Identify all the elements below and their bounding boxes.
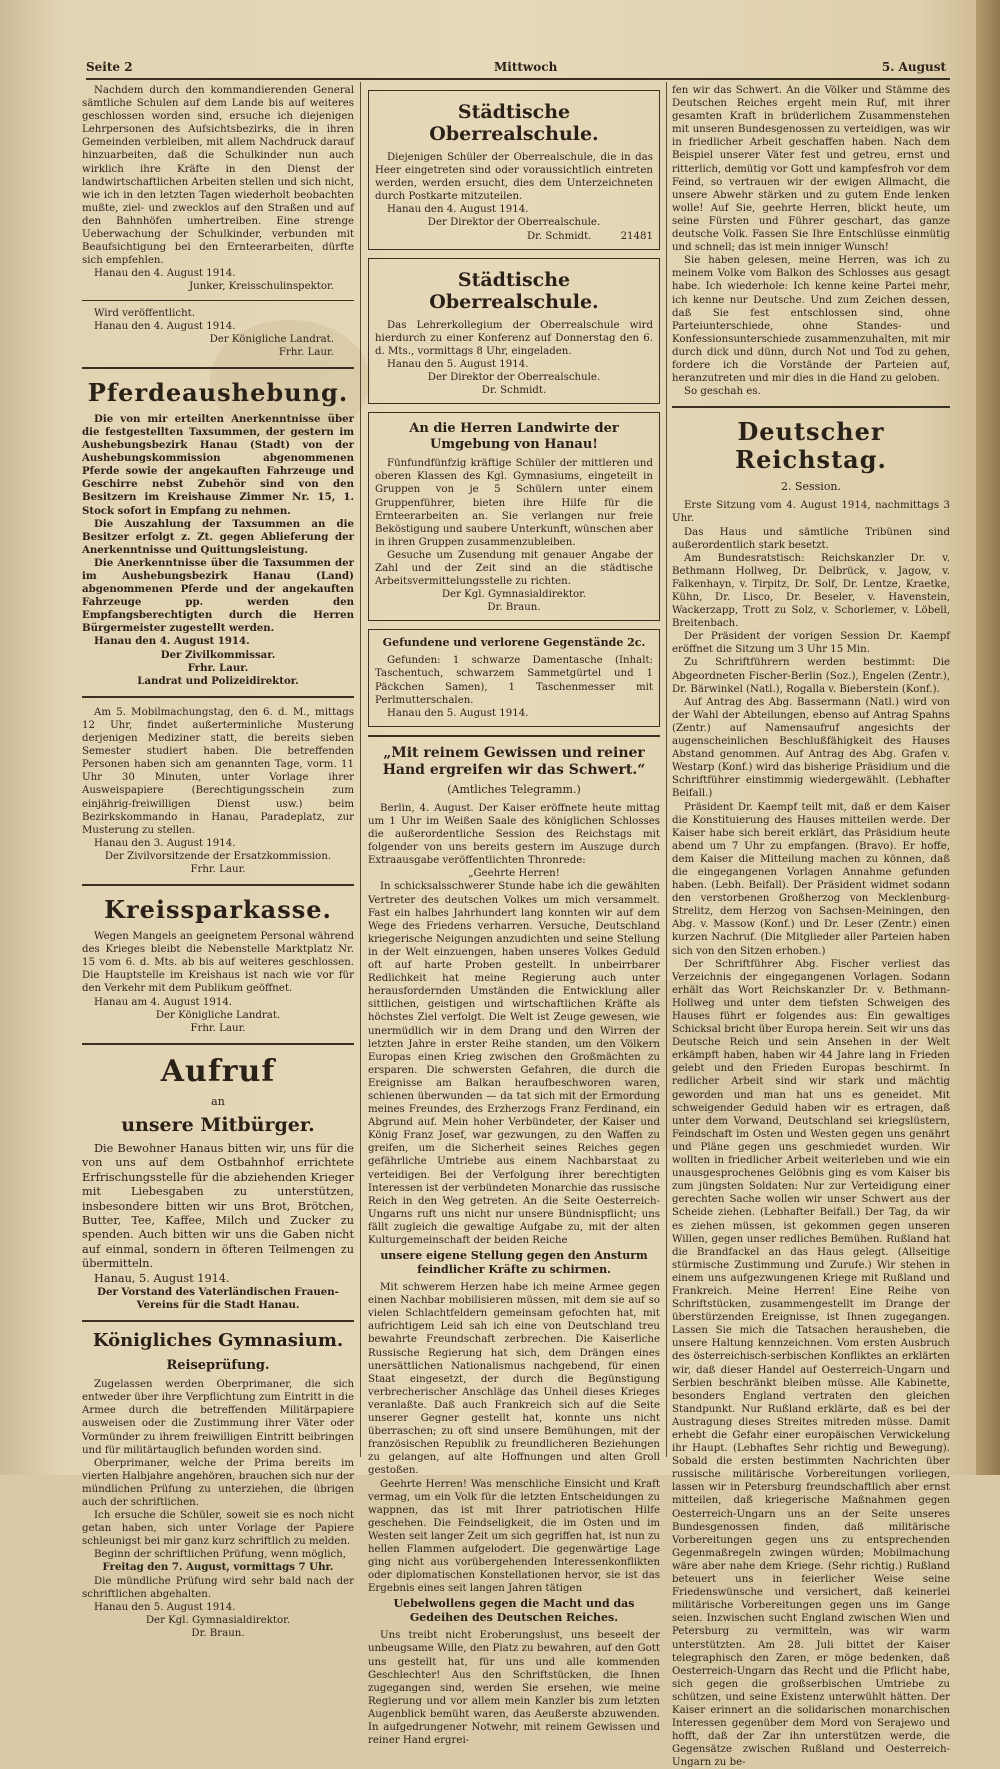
notice-title: Kreissparkasse. [104,895,332,925]
oberrealschule-notice-2: Städtische Oberrealschule. Das Lehrerkollegium der Oberrealschule wird hierdurch zu einer Konferenz auf Donnerstag den 6. d. Mts., vormittags 8 Uhr, eingeladen. Hanau den 5. August 1914. Der Direktor der Oberrealschule. Dr. Schmidt. [368,258,660,405]
lost-found-notice: Gefundene und verlorene Gegenstände 2c. Gefunden: 1 schwarze Damentasche (Inhalt: Taschentuch, schwarzem Sammetgürtel und 1 Päckchen Samen), 1 Taschenmesser mit Perlmutterschalen. Hanau den 5. August 1914. [368,629,660,726]
notice-number: 21481 [620,230,653,242]
binding-edge [976,0,1000,1475]
notice-title: Gefundene und verlorene Gegenstände 2c. [382,636,646,650]
reichstag-report: Deutscher Reichstag. 2. Session. Erste Sitzung vom 4. August 1914, nachmittags 3 Uhr. Das Haus und sämtliche Tribünen sind außerordentlich stark besetzt. Am Bundesratstisch: Reichskanzler Dr. v. Bethmann Hollweg, Dr. Delbrück, v. Jagow, v. Falkenhayn, v. Tirpitz, Dr. Solf, Dr. Lentze, Kraetke, Kühn, Dr. Lisco, Dr. Beseler, v. Havenstein, Wackerzapp, Trott zu Solz, v. Schorlemer, v. Löbell, Breitenbach. Der Präsident der vorigen Session Dr. Kaempf eröffnet die Sitzung um 3 Uhr 15 Min. Zu Schriftführern werden bestimmt: Die Abgeordneten Fischer-Berlin (Soz.), Engelen (Zentr.), Dr. Bärwinkel (Natl.), Rogalla v. Bieberstein (Konf.). Auf Antrag des Abg. Bassermann (Natl.) wird von der Wahl der Abteilungen, ebenso auf Antrag Spahns (Zentr.) auf Namensaufruf angesichts der augenscheinlichen Beschlußfähigkeit des Hauses Abstand genommen. Auf Antrag des Abg. Grafen v. Westarp (Konf.) wird das bisherige Präsidium und die Schriftführer einstimmig wiedergewählt. (Lebhafter Beifall.) Präsident Dr. Kaempf teilt mit, daß er dem Kaiser die Konstituierung des Hauses mitteilen werde. Der Kaiser habe sich bereit erklärt, das Präsidium heute abend um 7 Uhr zu empfangen. (Bravo). Er hoffe, dem Kaiser die Mitteilung machen zu können, daß die eingegangenen Vorlagen Annahme gefunden haben. (Lebh. Beifall). Der Präsident widmet sodann den verstorbenen Großherzog von Mecklenburg-Strelitz, dem Herzog von Sachsen-Meiningen, den Abg. v. Massow (Konf.) und Dr. Leser (Zentr.) einen kurzen Nachruf. (Die Mitglieder aller Parteien haben sich von den Sitzen erhoben.) Der Schriftführer Abg. Fischer verliest das Verzeichnis der eingegangenen Vorlagen. Sodann erhält das Wort Reichskanzler Dr. v. Bethmann-Hollweg und unter dem tiefsten Schweigen des Hauses führt er folgendes aus: Ein gewaltiges Schicksal bricht über Europa herein. Seit wir uns das Deutsche Reich und sein Ansehen in der Welt erkämpft haben, haben wir 44 Jahre lang in Frieden gelebt und den Frieden Europas beschirmt. In redlicher Arbeit sind wir stark und mächtig geworden und man hat uns es geneidet. Mit schweigender Geduld haben wir es ertragen, daß unter dem Vorwand, Deutschland sei kriegslüstern, Feindschaft im Osten und Westen gegen uns genährt und Pläne gegen uns geschmiedet wurden. Wir wollten in friedlicher Arbeit weiterleben und wie ein unausgesprochenes Gelöbnis ging es vom Kaiser bis zum jüngsten Soldaten: Nur zur Verteidigung einer gerechten Sache wollen wir unser Schwert aus der Scheide ziehen. (Lebhafter Beifall.) Der Tag, da wir es ziehen müssen, ist gekommen gegen unseren Willen, gegen unser redliches Bemühen. Rußland hat die Brandfackel an das Haus gelegt. (Allseitige stürmische Zustimmung und Zurufe.) Wir stehen in einem uns aufgezwungenen Kriege mit Rußland und Frankreich. Meine Herren! Eine Reihe von Schriftstücken, zusammengestellt im Drange der überstürzenden Ereignisse, ist Ihnen zugegangen. Lassen Sie mich die Tatsachen herausheben, die unsere Haltung kennzeichnen. Vom ersten Ausbruch des österreichisch-serbischen Konfliktes an erklärten wir, daß dieser Handel auf Oesterreich-Ungarn und Serbien beschränkt bleiben müsse. Alle Kabinette, besonders England vertraten den gleichen Standpunkt. Nur Rußland erklärte, daß es bei der Austragung dieses Streites mitreden müsse. Damit erhebt die Gefahr einer europäischen Verwickelung ihr Haupt. (Lebhaftes Sehr richtig und Bewegung). Sobald die ersten bestimmten Nachrichten über russische militärische Vorbereitungen vorliegen, lassen wir in Petersburg freundschaftlich aber ernst mitteilen, daß kriegerische Maßnahmen gegen Oesterreich-Ungarn uns an der Seite unseres Bundesgenossen finden, daß militärische Vorbereitungen gegen uns zu entsprechenden Gegenmaßregeln zwingen würden; Mobilmachung wäre aber nahe dem Kriege. (Sehr richtig.) Rußland beteuert uns in feierlicher Weise seine Friedenswünsche und versichert, daß keinerlei militärische Vorbereitungen gegen uns im Gange seien. Inzwischen sucht England zwischen Wien und Petersburg zu vermitteln, was wir warm unterstützten. Am 28. Juli bittet der Kaiser telegraphisch den Zaren, er möge bedenken, daß Oesterreich-Ungarn das Recht und die Pflicht habe, sich gegen die großserbischen Umtriebe zu schützen, und seine Existenz unterwühlt hätten. Der Kaiser erinnert an die solidarischen monarchischen Interessen gegenüber dem Mord von Serajewo und hofft, daß der Zar ihn unterstützen werde, die Gegensätze zwischen Rußland und Oesterreich-Ungarn zu be- [672,417,950,1769]
header-rule [86,78,950,80]
savings-bank-notice: Kreissparkasse. Wegen Mangels an geeignetem Personal während des Krieges bleibt die Nebenstelle Marktplatz Nr. 15 vom 6. d. Mts. ab bis auf weiteres geschlossen. Die Hauptstelle im Kreishaus ist nach wie vor für den Verkehr mit dem Publikum geöffnet. Hanau am 4. August 1914. Der Königliche Landrat. Frhr. Laur. [82,895,354,1034]
gymnasium-notice: Königliches Gymnasium. Reiseprüfung. Zugelassen werden Oberprimaner, die sich entweder über ihre Verpflichtung zum Eintritt in die Armee durch die betreffenden Militärpapiere ausweisen oder die Zustimmung ihrer Väter oder Vormünder zu ihrem freiwilligen Eintritt beibringen und für militärtauglich befunden worden sind. Oberprimaner, welche der Prima bereits im vierten Halbjahre angehören, brauchen sich nur der mündlichen Prüfung zu unterziehen, die übrigen auch der schriftlichen. Ich ersuche die Schüler, soweit sie es noch nicht getan haben, sich unter Vorlage der Papiere schleunigst bei mir ganz kurz schriftlich zu melden. Beginn der schriftlichen Prüfung, wenn möglich, Freitag den 7. August, vormittags 7 Uhr. Die mündliche Prüfung wird sehr bald nach der schriftlichen abgehalten. Hanau den 5. August 1914. Der Kgl. Gymnasialdirektor. Dr. Braun. [82,1330,354,1639]
notice-title: Städtische Oberrealschule. [429,268,599,313]
throne-speech-article: „Mit reinem Gewissen und reiner Hand ergreifen wir das Schwert.“ (Amtliches Telegramm.) Berlin, 4. August. Der Kaiser eröffnete heute mittag um 1 Uhr im Weißen Saale des königlichen Schlosses die außerordentliche Session des Reichstags mit folgender von uns bereits gestern im Auszuge durch Extraausgabe veröffentlichten Thronrede: „Geehrte Herren! In schicksalsschwerer Stunde habe ich die gewählten Vertreter des deutschen Volkes um mich versammelt. Fast ein halbes Jahrhundert lang konnten wir auf dem Wege des Friedens verharren. Versuche, Deutschland kriegerische Neigungen anzudichten und seine Stellung in der Welt einzuengen, haben unseres Volkes Geduld oft auf harte Proben gestellt. In unbeirrbarer Redlichkeit hat meine Regierung auch unter herausfordernden Umständen die Entwicklung aller sittlichen, geistigen und wirtschaftlichen Kräfte als höchstes Ziel verfolgt. Die Welt ist Zeuge gewesen, wie unermüdlich wir in dem Drang und den Wirren der letzten Jahre in erster Reihe standen, um den Völkern Europas einen Krieg zwischen den Großmächten zu ersparen. Die schwersten Gefahren, die durch die Ereignisse am Balkan heraufbeschworen waren, schienen überwunden — da tat sich mit der Ermordung meines Freundes, des Erzherzogs Franz Ferdinand, ein Abgrund auf. Mein hoher Verbündeter, der Kaiser und König Franz Josef, war gezwungen, zu den Waffen zu greifen, um die Sicherheit seines Reiches gegen gefährliche Umtriebe aus einem Nachbarstaat zu verteidigen. Bei der Verfolgung ihrer berechtigten Interessen ist der verbündeten Monarchie das russische Reich in den Weg getreten. An die Seite Oesterreich-Ungarns ruft uns nicht nur unsere Bündnispflicht; uns fällt zugleich die gewaltige Aufgabe zu, mit der alten Kulturgemeinschaft der beiden Reiche unsere eigene Stellung gegen den Ansturm feindlicher Kräfte zu schirmen. Mit schwerem Herzen habe ich meine Armee gegen einen Nachbar mobilisieren müssen, mit dem sie auf so vielen Schlachtfeldern gemeinsam gefochten hat, mit aufrichtigem Leid sah ich eine von Deutschland treu bewahrte Freundschaft zerbrechen. Die Kaiserliche Russische Regierung hat sich, dem Drängen eines unersättlichen Nationalismus nachgebend, für einen Staat eingesetzt, der durch die Begünstigung verbrecherischer Anschläge das Unheil dieses Krieges veranlaßte. Daß auch Frankreich sich auf die Seite unserer Gegner gestellt hat, konnte uns nicht überraschen; zu oft sind unsere Bemühungen, mit der französischen Republik zu freundlicheren Beziehungen zu gelangen, auf alte Hoffnungen und alten Groll gestoßen. Geehrte Herren! Was menschliche Einsicht und Kraft vermag, um ein Volk für die letzten Entscheidungen zu wappnen, das ist mit Ihrer patriotischen Hilfe geschehen. Die Feindseligkeit, die im Osten und im Westen seit langer Zeit um sich gegriffen hat, ist nun zu hellen Flammen aufgelodert. Die gegenwärtige Lage ging nicht aus vorübergehenden Interessenkonflikten oder diplomatischen Konstellationen hervor, sie ist das Ergebnis eines seit langen Jahren tätigen Uebelwollens gegen die Macht und das Gedeihen des Deutschen Reiches. Uns treibt nicht Eroberungslust, uns beseelt der unbeugsame Wille, den Platz zu bewahren, auf den Gott uns gestellt hat, für uns und alle kommenden Geschlechter! Aus den Schriftstücken, die Ihnen zugegangen sind, werden Sie ersehen, wie meine Regierung und vor allem mein Kanzler bis zum letzten Augenblick bemüht waren, das Aeußerste abzuwenden. In aufgedrungener Notwehr, mit reinem Gewissen und reiner Hand ergrei- [368,744,660,1747]
oberrealschule-notice-1: Städtische Oberrealschule. Diejenigen Schüler der Oberrealschule, die in das Heer eingetreten sind oder voraussichtlich eintreten werden, werden ersucht, dies dem Unterzeichneten durch Postkarte mitzuteilen. Hanau den 4. August 1914. Der Direktor der Oberrealschule. Dr. Schmidt. 21481 [368,90,660,250]
article-subhead: unsere eigene Stellung gegen den Ansturm feindlicher Kräfte zu schirmen. [380,1249,648,1277]
column-left [82,84,354,1639]
page-header [86,56,946,78]
article-subhead: Uebelwollens gegen die Macht und das Gedeihen des Deutschen Reiches. [393,1597,635,1625]
appeal-notice: Aufruf an unsere Mitbürger. Die Bewohner Hanaus bitten wir, uns für die von uns auf dem Ostbahnhof errichtete Erfrischungsstelle für die abziehenden Krieger mit Liebesgaben zu unterstützen, insbesondere bitten wir uns Brot, Brötchen, Butter, Tee, Kaffee, Milch und Zucker zu spenden. Auch bitten wir uns die Gaben nicht auf einmal, sondern in öfteren Teilmengen zu übermitteln. Hanau, 5. August 1914. Der Vorstand des Vaterländischen Frauen-Vereins für die Stadt Hanau. [82,1053,354,1312]
notice-subtitle: unsere Mitbürger. [121,1113,315,1136]
column-divider [666,82,667,1457]
notice-title: Aufruf [160,1053,276,1089]
farmers-notice: An die Herren Landwirte der Umgebung von Hanau! Fünfundfünfzig kräftige Schüler der mittleren und oberen Klassen des Kgl. Gymnasiums, eingeteilt in Gruppen von je 5 Schülern unter einem Gruppenführer, bieten ihre Hilfe für die Ernteerarbeiten an. Sie verlangen nur freie Beköstigung und saubere Unterkunft, wünschen aber in ihren Gruppen zusammenzubleiben. Gesuche um Zusendung mit genauer Angabe der Zahl und der Zeit sind an die städtische Arbeitsvermittelungsstelle zu richten. Der Kgl. Gymnasialdirektor. Dr. Braun. [368,412,660,621]
muster-notice: Am 5. Mobilmachungstag, den 6. d. M., mittags 12 Uhr, findet außerterminliche Musterung derjenigen Mediziner statt, die bereits sieben Semester studiert haben. Die betreffenden Personen haben sich am genannten Tage, vorm. 11 Uhr 30 Minuten, unter Vorlage ihrer Ausweispapiere (Berechtigungsschein zum einjährig-freiwilligen Dienst usw.) beim Bezirkskommando in Hanau, Paradeplatz, zur Musterung zu stellen. Hanau den 3. August 1914. Der Zivilvorsitzende der Ersatzkommission. Frhr. Laur. [82,706,354,875]
notice-title: Städtische Oberrealschule. [429,101,599,145]
horse-requisition-notice: Pferdeaushebung. Die von mir erteilten Anerkenntnisse über die festgestellten Taxsummen, der gestern im Aushebungsbezirk Hanau (Stadt) von der Aushebungskommission abgenommenen Pferde sowie der angekauften Fahrzeuge und Geschirre nebst Zubehör sind von den Besitzern im Kreishause Zimmer Nr. 15, 1. Stock sofort in Empfang zu nehmen. Die Auszahlung der Taxsummen an die Besitzer erfolgt z. Zt. gegen Ablieferung der Anerkenntnisse und Quittungsleistung. Die Anerkenntnisse über die Taxsummen der im Aushebungsbezirk Hanau (Land) abgenommenen Pferde und der angekauften Fahrzeuge pp. werden den Empfangsberechtigten durch die Herren Bürgermeister zugestellt werden. Hanau den 4. August 1914. Der Zivilkommissar. Frhr. Laur. Landrat und Polizeidirektor. [82,377,354,687]
notice-title: Königliches Gymnasium. [92,1330,344,1352]
page-number: Seite 2 [86,60,133,74]
column-divider [360,82,361,1457]
column-right [672,84,950,1769]
article-title: „Mit reinem Gewissen und reiner Hand ergreifen wir das Schwert.“ [382,744,646,778]
notice-title: Pferdeaushebung. [87,377,349,407]
date: 5. August [881,60,946,74]
article-title: Deutscher Reichstag. [735,417,887,475]
throne-speech-continued: fen wir das Schwert. An die Völker und Stämme des Deutschen Reiches ergeht mein Ruf, mit ihrer gesamten Kraft in brüderlichem Zusammenstehen mit unseren Bundesgenossen zu verteidigen, was wir in friedlicher Arbeit geschaffen haben. Nach dem Beispiel unserer Väter fest und getreu, ernst und ritterlich, demütig vor Gott und kampfesfroh vor dem Feind, so vertrauen wir der ewigen Allmacht, die unsere Abwehr stärken und zu gutem Ende lenken wolle! Auf Sie, geehrte Herren, blickt heute, um seine Fürsten und Führer geschart, das ganze deutsche Volk. Fassen Sie Ihre Entschlüsse einmütig und schnell; das ist mein inniger Wunsch! Sie haben gelesen, meine Herren, was ich zu meinem Volke vom Balkon des Schlosses aus gesagt habe. Ich wiederhole: Ich kenne keine Partei mehr, ich kenne nur Deutsche. Und zum Zeichen dessen, daß Sie fest entschlossen sind, ohne Parteiunterschiede, ohne Standes- und Konfessionsunterschiede zusammenzuhalten, mit mir durch dick und dünn, durch Not und Tod zu gehen, fordere ich die Vorstände der Parteien auf, heranzutreten und mir dies in die Hand zu geloben. So geschah es. [672,85,950,398]
school-notice: Nachdem durch den kommandierenden General sämtliche Schulen auf dem Lande bis auf weiteres geschlossen worden sind, ersuche ich diejenigen Lehrpersonen des Aufsichtsbezirks, die in ihren Gemeinden verbleiben, mit allem Nachdruck darauf hinzuarbeiten, daß die Schulkinder nun auch wirklich ihre Kräfte in den Dienst der landwirtschaftlichen Arbeiten stellen und sich nicht, wie ich in den letzten Tagen wiederholt beobachten mußte, ziel- und zwecklos auf den Straßen und auf den Bahnhöfen umhertreiben. Eine strenge Ueberwachung der Schulkinder, verbunden mit Beaufsichtigung bei den Ernteerarbeiten, dürfte sich empfehlen. Hanau den 4. August 1914. Junker, Kreisschulinspektor. Wird veröffentlicht. Hanau den 4. August 1914. Der Königliche Landrat. Frhr. Laur. [82,85,354,358]
notice-title: An die Herren Landwirte der Umgebung von Hanau! [409,421,619,453]
notice-subtitle: Reiseprüfung. [166,1358,270,1374]
weekday: Mittwoch [494,60,558,74]
column-middle [368,84,660,1747]
